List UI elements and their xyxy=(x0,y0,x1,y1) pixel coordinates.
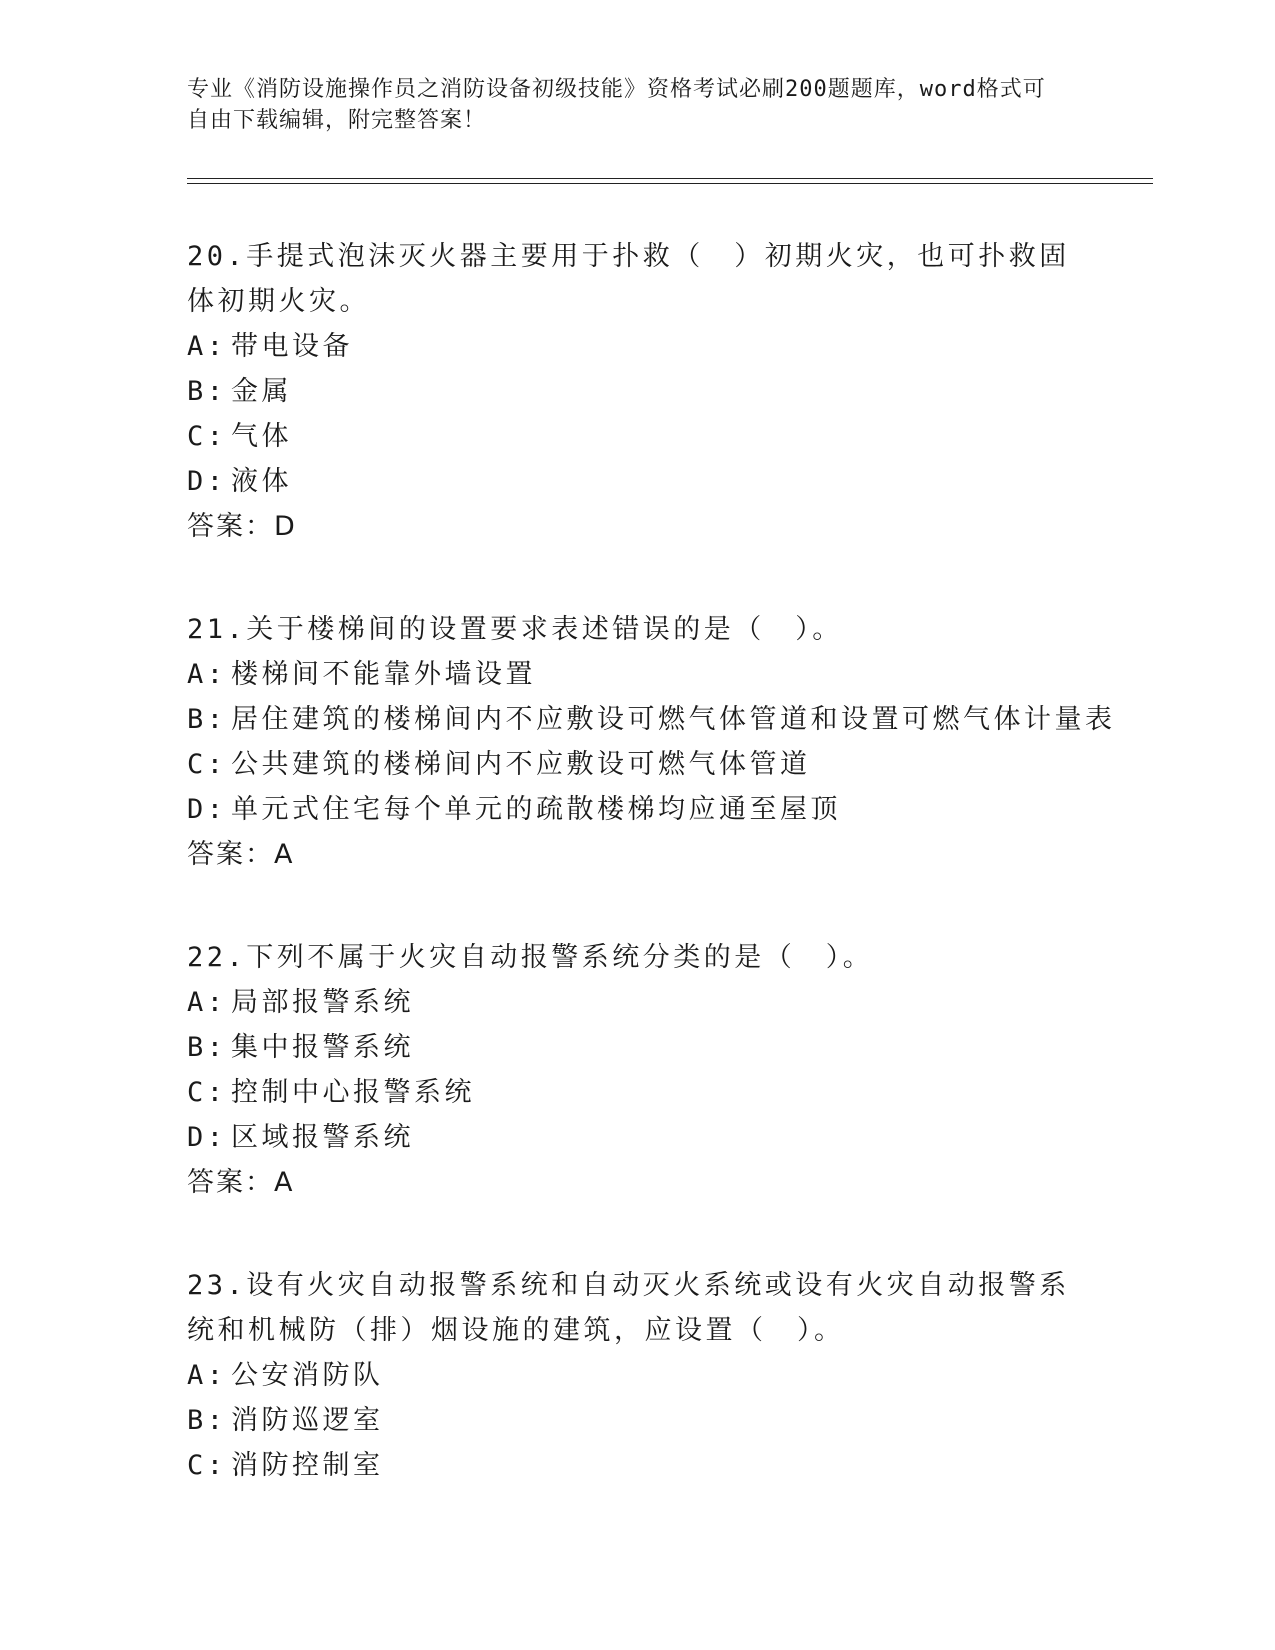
question-list xyxy=(187,234,1116,1546)
question-22 xyxy=(187,935,1087,1205)
answer-line: 答案：A xyxy=(187,1167,295,1198)
option-letter: B: xyxy=(187,1405,227,1436)
option-c xyxy=(187,1070,1087,1115)
option-letter: A: xyxy=(187,331,227,362)
option-letter: C: xyxy=(187,421,227,452)
option-b xyxy=(187,697,1116,742)
option-letter: D: xyxy=(187,1122,227,1153)
option-text: 居住建筑的楼梯间内不应敷设可燃气体管道和设置可燃气体计量表 xyxy=(231,704,1116,735)
option-text: 气体 xyxy=(231,421,292,452)
option-d xyxy=(187,459,1087,504)
question-stem: 21.关于楼梯间的设置要求表述错误的是（ ）。 xyxy=(187,614,843,645)
option-text: 消防控制室 xyxy=(231,1450,384,1481)
option-text: 楼梯间不能靠外墙设置 xyxy=(231,659,536,690)
option-letter: C: xyxy=(187,1077,227,1108)
question-stem: 23.设有火灾自动报警系统和自动灭火系统或设有火灾自动报警系统和机械防（排）烟设施的建筑，应设置（ ）。 xyxy=(187,1270,1070,1346)
option-text: 集中报警系统 xyxy=(231,1032,414,1063)
option-text: 公安消防队 xyxy=(231,1360,384,1391)
header-divider-top xyxy=(187,178,1153,179)
option-c xyxy=(187,1443,1087,1488)
option-letter: A: xyxy=(187,1360,227,1391)
answer-line: 答案：D xyxy=(187,511,297,542)
option-text: 消防巡逻室 xyxy=(231,1405,384,1436)
option-text: 带电设备 xyxy=(231,331,353,362)
option-letter: A: xyxy=(187,987,227,1018)
option-d xyxy=(187,1115,1087,1160)
question-23 xyxy=(187,1263,1087,1488)
option-letter: C: xyxy=(187,1450,227,1481)
option-b xyxy=(187,369,1087,414)
option-text: 液体 xyxy=(231,466,292,497)
option-letter: A: xyxy=(187,659,227,690)
option-text: 单元式住宅每个单元的疏散楼梯均应通至屋顶 xyxy=(231,794,841,825)
question-stem: 22.下列不属于火灾自动报警系统分类的是（ ）。 xyxy=(187,942,874,973)
option-b xyxy=(187,1398,1087,1443)
question-21 xyxy=(187,607,1116,877)
option-c xyxy=(187,742,1087,787)
option-letter: D: xyxy=(187,466,227,497)
option-b xyxy=(187,1025,1087,1070)
option-a xyxy=(187,652,1087,697)
option-text: 局部报警系统 xyxy=(231,987,414,1018)
option-d xyxy=(187,787,1087,832)
option-letter: B: xyxy=(187,1032,227,1063)
option-letter: D: xyxy=(187,794,227,825)
option-a xyxy=(187,324,1087,369)
option-a xyxy=(187,980,1087,1025)
option-letter: C: xyxy=(187,749,227,780)
option-text: 控制中心报警系统 xyxy=(231,1077,475,1108)
header-divider-bottom xyxy=(187,183,1153,184)
question-stem: 20.手提式泡沫灭火器主要用于扑救（ ）初期火灾，也可扑救固体初期火灾。 xyxy=(187,241,1070,317)
document-header: 专业《消防设施操作员之消防设备初级技能》资格考试必刷200题题库，word格式可自由下载编辑，附完整答案！ xyxy=(187,77,1046,133)
question-20 xyxy=(187,234,1087,549)
answer-line: 答案：A xyxy=(187,839,295,870)
option-letter: B: xyxy=(187,376,227,407)
option-letter: B: xyxy=(187,704,227,735)
option-a xyxy=(187,1353,1087,1398)
option-text: 金属 xyxy=(231,376,292,407)
option-text: 公共建筑的楼梯间内不应敷设可燃气体管道 xyxy=(231,749,811,780)
option-c xyxy=(187,414,1087,459)
option-text: 区域报警系统 xyxy=(231,1122,414,1153)
